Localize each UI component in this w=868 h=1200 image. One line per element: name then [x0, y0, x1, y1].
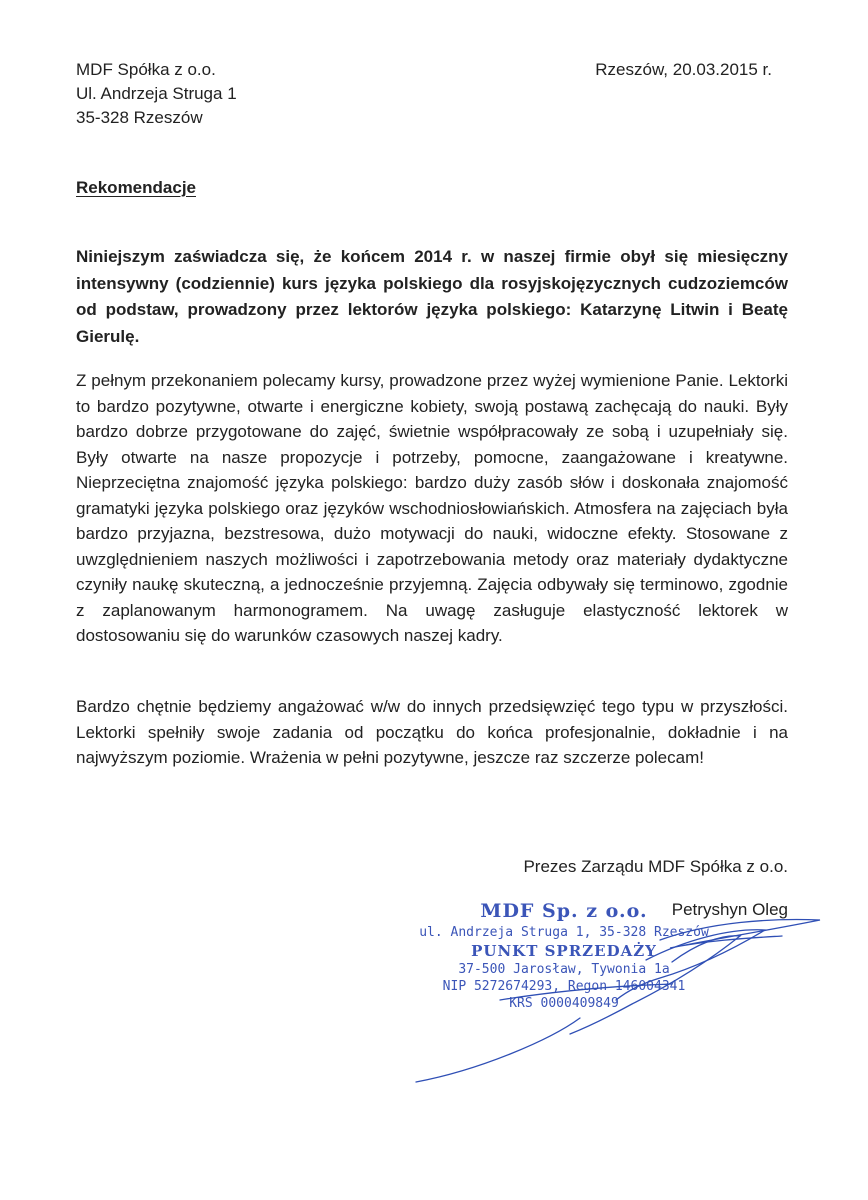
signatory-title: Prezes Zarządu MDF Spółka z o.o.: [523, 857, 788, 876]
stamp-address: ul. Andrzeja Struga 1, 35-328 Rzeszów: [419, 925, 709, 940]
closing-paragraph: Bardzo chętnie będziemy angażować w/w do innych przedsięwzięć tego typu w przyszłości. Lektorki spełniły swoje zadania od początku do końca profesjonalnie, dokładnie i na najwyższym poziomie. Wrażenia w pełni pozytywne, jeszcze raz szczerze polecam!: [76, 697, 788, 767]
sender-address: [76, 58, 237, 130]
intro-paragraph: Niniejszym zaświadcza się, że końcem 2014 r. w naszej firmie obył się miesięczny intensywny (codziennie) kurs języka polskiego dla rosyjskojęzycznych cudzoziemców od podstaw, prowadzony przez lektorów języka polskiego: Katarzynę Litwin i Beatę Gierulę.: [76, 247, 788, 346]
stamp-company: MDF Sp. z o.o.: [480, 900, 648, 922]
place-and-date: Rzeszów, 20.03.2015 r.: [595, 60, 772, 79]
stamp-sales-point: PUNKT SPRZEDAŻY: [471, 942, 657, 960]
stamp-krs: KRS 0000409849: [509, 996, 619, 1011]
sender-street: Ul. Andrzeja Struga 1: [76, 84, 237, 103]
handwritten-signature: [410, 900, 830, 1090]
letter-heading: Rekomendacje: [76, 178, 196, 197]
recommendation-paragraph: Z pełnym przekonaniem polecamy kursy, prowadzone przez wyżej wymienione Panie. Lektorki to bardzo pozytywne, otwarte i energiczne kobiety, swoją postawą zachęcają do nauki. Były bardzo dobrze przygotowane do zajęć, świetnie współpracowały ze sobą i uzupełniały się. Były otwarte na nasze propozycje i potrzeby, pomocne, zaangażowane i kreatywne. Nieprzeciętna znajomość języka polskiego: bardzo duży zasób słów i doskonała znajomość gramatyki języka polskiego oraz języków wschodniosłowiańskich. Atmosfera na zajęciach była bardzo przyjazna, bezstresowa, dużo motywacji do nauki, widoczne efekty. Stosowane z uwzględnieniem naszych możliwości i zapotrzebowania metody oraz materiały dydaktyczne czyniły naukę skuteczną, a jednocześnie przyjemną. Zajęcia odbywały się terminowo, zgodnie z zaplanowanym harmonogramem. Na uwagę zasługuje elastyczność lektorek w dostosowaniu się do warunków czasowych naszej kadry.: [76, 371, 788, 645]
signer-name: Petryshyn Oleg: [671, 900, 788, 919]
stamp-point-address: 37-500 Jarosław, Tywonia 1a: [458, 962, 670, 977]
sender-company: MDF Spółka z o.o.: [76, 60, 216, 79]
sender-city: 35-328 Rzeszów: [76, 108, 203, 127]
stamp-nip-regon: NIP 5272674293, Regon 146004341: [442, 979, 686, 994]
